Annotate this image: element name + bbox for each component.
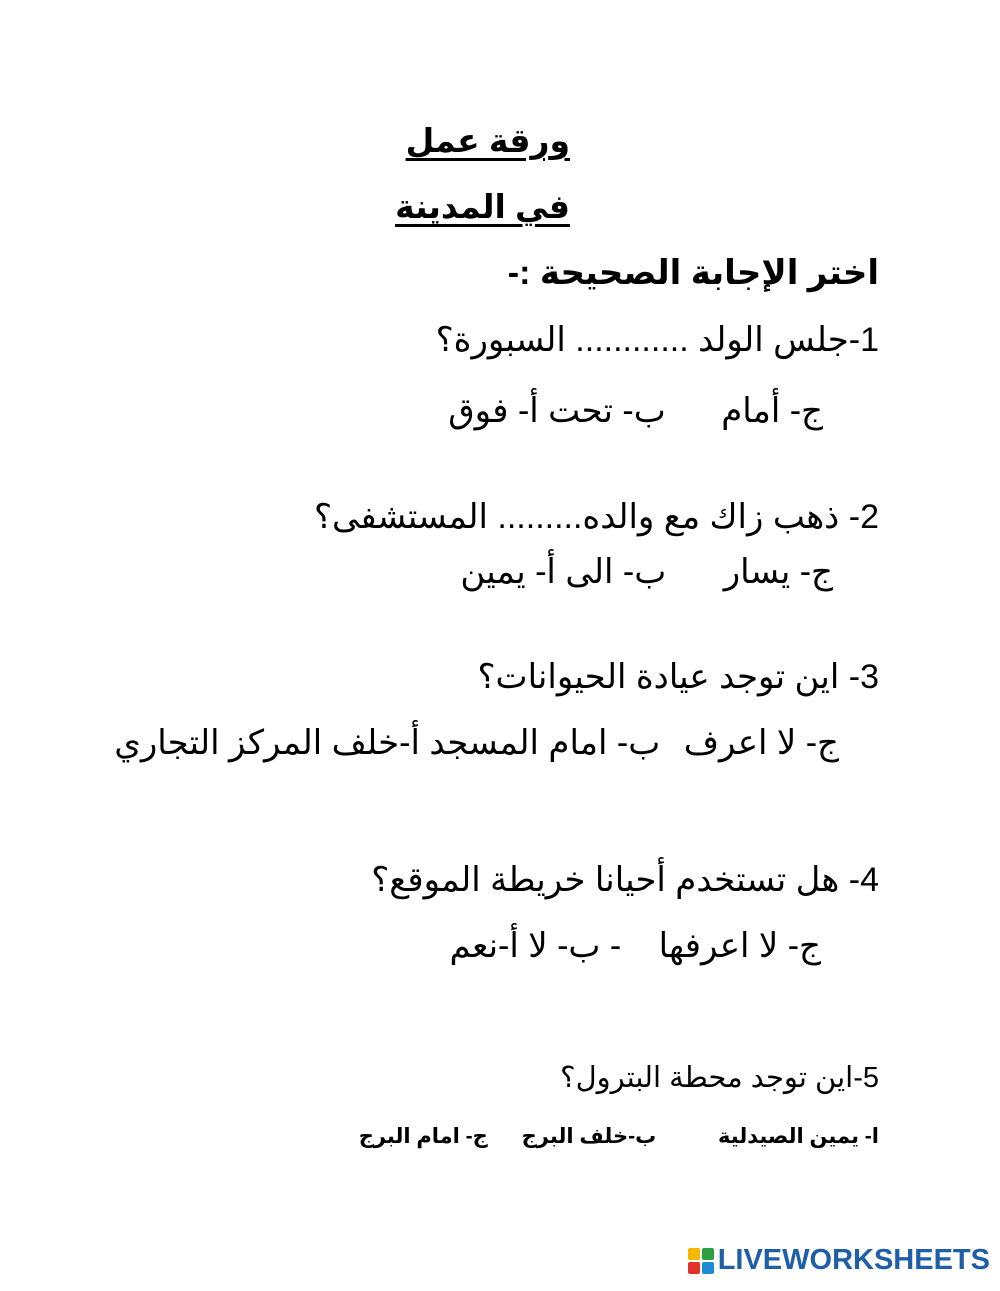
question-4-options: [450, 929, 879, 963]
question-5-text: 5-اين توجد محطة البترول؟: [560, 1062, 879, 1094]
liveworksheets-brand-text: LIVEWORKSHEETS: [717, 1244, 990, 1276]
worksheet-subtitle: في المدينة: [395, 188, 570, 225]
question-3-option-c[interactable]: ج- لا اعرف: [683, 724, 839, 762]
question-1-option-b[interactable]: ب- تحت: [548, 392, 666, 430]
question-2-option-c[interactable]: ج- يسار: [723, 553, 833, 591]
instructions: اختر الإجابة الصحيحة :-: [507, 254, 879, 292]
question-2-options: [460, 555, 869, 589]
question-1-option-c[interactable]: ج- أمام: [721, 392, 823, 430]
question-2-text: 2- ذهب زاك مع والده......... المستشفى؟: [314, 498, 879, 536]
question-3-option-b[interactable]: ب- امام المسجد: [429, 724, 661, 762]
question-3-options: [114, 726, 879, 760]
question-4-option-c[interactable]: ج- لا اعرفها: [658, 927, 821, 965]
question-5-option-b[interactable]: ب-خلف البرج: [521, 1125, 657, 1148]
worksheet-title: ورقة عمل: [405, 122, 570, 159]
question-4-option-b[interactable]: - ب- لا: [528, 927, 622, 965]
question-3-option-a[interactable]: أ-خلف المركز التجاري: [114, 724, 420, 762]
question-1-option-a[interactable]: أ- فوق: [448, 392, 539, 430]
question-1-text: 1-جلس الولد ............ السبورة؟: [435, 321, 879, 359]
question-5-option-a[interactable]: ا- يمين الصيدلية: [718, 1125, 879, 1148]
question-4-text: 4- هل تستخدم أحيانا خريطة الموقع؟: [371, 861, 879, 899]
liveworksheets-logo: [688, 1244, 990, 1277]
question-2-option-b[interactable]: ب- الى: [565, 553, 667, 591]
liveworksheets-logo-icon: [688, 1248, 714, 1274]
question-5-option-c[interactable]: ج- امام البرج: [358, 1125, 488, 1148]
question-3-text: 3- اين توجد عيادة الحيوانات؟: [477, 658, 879, 696]
question-2-option-a[interactable]: أ- يمين: [460, 553, 556, 591]
question-4-option-a[interactable]: أ-نعم: [449, 927, 519, 965]
question-1-options: [448, 394, 879, 428]
question-5-options: [359, 1126, 879, 1147]
